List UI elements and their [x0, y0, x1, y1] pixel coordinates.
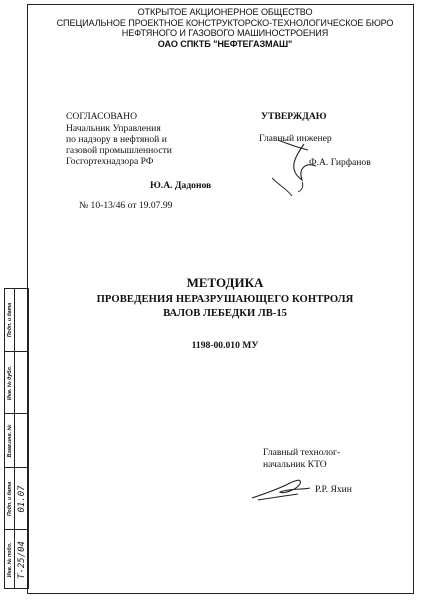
label-replacement-inv: Взам.инв. № [6, 424, 13, 458]
agreed-signer: Ю.А. Дадонов [150, 180, 212, 191]
approved-position: Главный инженер [259, 133, 332, 144]
stamp-value-column [14, 288, 29, 589]
agreed-line-4: Госгортехнадзора РФ [66, 156, 154, 167]
document-title: МЕТОДИКА [186, 275, 264, 290]
chief-tech-line-2: начальник КТО [263, 459, 327, 470]
header-line-4: ОАО СПКТБ "НЕФТЕГАЗМАШ" [157, 38, 293, 49]
label-sign-date-1: Подп. и дата [6, 302, 13, 338]
margin-stamp [4, 288, 31, 589]
agreed-position-lines [66, 123, 172, 167]
header-line-3: НЕФТЯНОГО И ГАЗОВОГО МАШИНОСТРОЕНИЯ [121, 28, 329, 39]
label-sign-date-2: Подп. и дата [6, 481, 13, 517]
handwritten-date: 01.07 [16, 485, 27, 513]
label-duplicate-inv: Инв. № дубл. [6, 365, 13, 401]
header-line-1: ОТКРЫТОЕ АКЦИОНЕРНОЕ ОБЩЕСТВО [137, 7, 313, 17]
document-code: 1198-00.010 МУ [191, 340, 259, 351]
signature-chief-engineer [258, 138, 328, 198]
handwritten-inventory-number: Т-25/04 [16, 541, 27, 579]
agreed-line-1: Начальник Управления [66, 123, 161, 134]
document-subtitle-2: ВАЛОВ ЛЕБЕДКИ ЛВ-15 [163, 308, 287, 319]
document-subtitle-1: ПРОВЕДЕНИЯ НЕРАЗРУШАЮЩЕГО КОНТРОЛЯ [96, 294, 354, 305]
agreed-heading: СОГЛАСОВАНО [66, 111, 138, 122]
organization-header [40, 7, 410, 49]
agreement-reference: № 10-13/46 от 19.07.99 [79, 200, 173, 211]
approved-heading: УТВЕРЖДАЮ [261, 111, 327, 122]
approved-signer: Ф.А. Гирфанов [309, 157, 371, 168]
agreed-line-2: по надзору в нефтяной и [66, 134, 167, 145]
signature-chief-technologist [250, 476, 312, 502]
chief-tech-line-1: Главный технолог- [263, 447, 341, 458]
header-line-2: СПЕЦИАЛЬНОЕ ПРОЕКТНОЕ КОНСТРУКТОРСКО-ТЕХНОЛОГИЧЕСКОЕ БЮРО [56, 17, 394, 28]
label-original-inv: Инв. № подл. [6, 542, 13, 578]
agreed-line-3: газовой промышленности [66, 145, 172, 156]
chief-tech-signer: Р.Р. Яхин [315, 484, 352, 495]
